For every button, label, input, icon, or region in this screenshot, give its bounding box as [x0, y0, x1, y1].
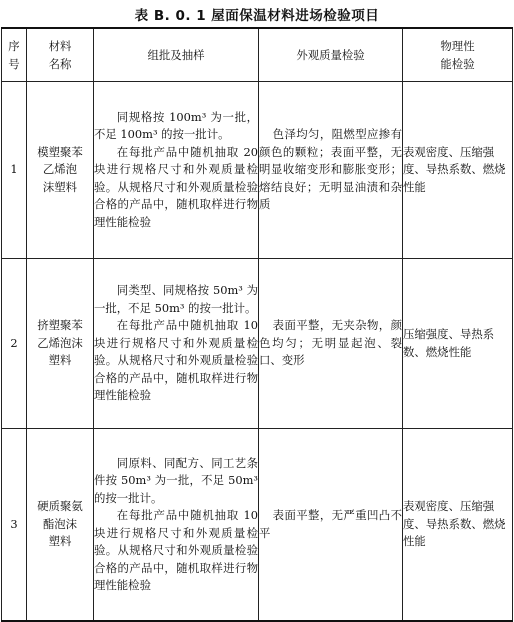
batch-rule: 同类型、同规格按 50m³ 为一批，不足 50m³ 的按一批计。: [94, 283, 258, 315]
header-row: [2, 28, 513, 82]
material-name-text: 硬质聚氨 酯泡沫 塑料: [37, 499, 83, 549]
batch-sampling: [94, 259, 259, 429]
batch-rule: 同原料、同配方、同工艺条件按 50m³ 为一批，不足 50m³ 的按一批计。: [94, 455, 258, 505]
physical-text: 表观密度、压缩强度、导热系数、燃烧性能: [403, 144, 506, 194]
appearance-check: [259, 259, 403, 429]
material-name: [27, 259, 94, 429]
material-name-text: 模塑聚苯 乙烯泡 沫塑料: [37, 144, 83, 194]
sampling-rule: 在每批产品中随机抽取 10 块进行规格尺寸和外观质量检验。从规格尺寸和外观质量检验合格的产品中，随机取样进行物理性能检验: [94, 318, 258, 403]
physical-check: [403, 259, 513, 429]
batch-sampling: [94, 82, 259, 259]
table-row: [2, 429, 513, 622]
inspection-table: [1, 27, 513, 622]
material-name: [27, 82, 94, 259]
table-row: [2, 259, 513, 429]
sampling-rule: 在每批产品中随机抽取 10 块进行规格尺寸和外观质量检验。从规格尺寸和外观质量检验合格的产品中，随机取样进行物理性能检验: [94, 508, 258, 592]
appearance-text: 表面平整，无夹杂物，颜色均匀；无明显起泡、裂口、变形: [259, 318, 402, 368]
material-name-text: 挤塑聚苯 乙烯泡沫 塑料: [37, 318, 83, 368]
header-batch: 组批及抽样: [94, 28, 259, 82]
batch-rule: 同规格按 100m³ 为一批，不足 100m³ 的按一批计。: [94, 109, 258, 142]
table-row: [2, 82, 513, 259]
appearance-text: 表面平整，无严重凹凸不平: [259, 508, 402, 540]
sampling-rule: 在每批产品中随机抽取 20 块进行规格尺寸和外观质量检验。从规格尺寸和外观质量检验合格的产品中，随机取样进行物理性能检验: [94, 144, 258, 229]
header-material: 材料 名称: [27, 28, 94, 82]
appearance-text: 色泽均匀，阻燃型应掺有颜色的颗粒；表面平整，无明显收缩变形和膨胀变形；熔结良好；无明显油渍和杂质: [259, 127, 402, 212]
physical-check: [403, 82, 513, 259]
header-physical: 物理性 能检验: [403, 28, 513, 82]
row-number: 3: [2, 429, 27, 622]
row-number: 2: [2, 259, 27, 429]
physical-check: [403, 429, 513, 622]
appearance-check: [259, 429, 403, 622]
header-appearance: 外观质量检验: [259, 28, 403, 82]
table-title: 表 B. 0. 1 屋面保温材料进场检验项目: [134, 8, 380, 24]
material-name: [27, 429, 94, 622]
batch-sampling: [94, 429, 259, 622]
row-number: 1: [2, 82, 27, 259]
physical-text: 表观密度、压缩强度、导热系数、燃烧性能: [403, 499, 506, 549]
header-no: 序 号: [2, 28, 27, 82]
appearance-check: [259, 82, 403, 259]
physical-text: 压缩强度、导热系数、燃烧性能: [403, 327, 495, 359]
